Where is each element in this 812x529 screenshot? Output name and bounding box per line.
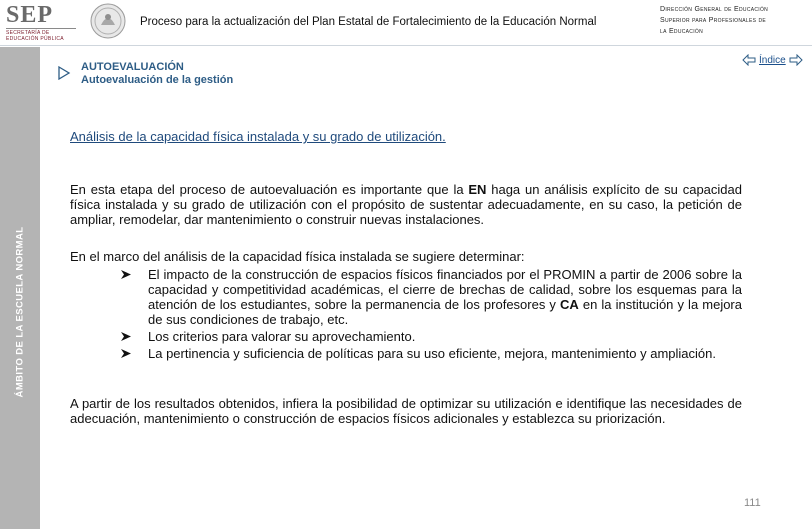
bullet-2-text: Los criterios para valorar su aprovechamiento. (148, 329, 416, 344)
index-nav (742, 52, 803, 68)
bullet-1-text-a: El impacto de la construcción de espacios físicos financiados por el PROMIN a partir de 2006 sobre la capacidad y competitividad académicas, el cierre de brechas de calidad, sobre los esquemas para la atención de los estudiantes, sobre la permanencia de los profesores y (148, 267, 742, 312)
intro-paragraph (70, 182, 742, 227)
bullet-3-text: La pertinencia y suficiencia de políticas para su uso eficiente, mejora, mantenimiento y ampliación. (148, 346, 716, 361)
conclusion-paragraph: A partir de los resultados obtenidos, infiera la posibilidad de optimizar su utilización e identifique las necesidades de adecuación, mantenimiento o construcción de espacios físicos adicionales y establezca su priorización. (70, 396, 742, 426)
list-item (120, 329, 742, 344)
bullet-1-text-bold: CA (560, 297, 579, 312)
coat-of-arms-seal (89, 1, 127, 41)
header-title: Proceso para la actualización del Plan Estatal de Fortalecimiento de la Educación Normal (140, 16, 597, 28)
bullet-arrow-icon (120, 269, 132, 280)
section-title (81, 61, 233, 87)
sep-logo-subtitle-1: SECRETARÍA DE (6, 30, 50, 36)
bullet-arrow-icon (120, 331, 132, 342)
sep-logo-subtitle-2: EDUCACIÓN PÚBLICA (6, 36, 64, 42)
header-divider (0, 45, 812, 46)
list-item (120, 346, 742, 361)
section-title-line-1: AUTOEVALUACIÓN (81, 61, 184, 73)
index-link[interactable]: Índice (759, 54, 786, 66)
sep-logo (4, 2, 80, 42)
dgesu-line-3: la Educación (660, 28, 703, 35)
intro-text-bold: EN (468, 182, 487, 197)
next-arrow-icon[interactable] (789, 54, 803, 66)
bullet-1-text-b: en la institución y la mejora de sus condiciones de trabajo, etc. (148, 297, 742, 327)
sidebar (0, 47, 40, 529)
sep-logo-text: SEP (6, 2, 54, 28)
intro-text-b: haga un análisis explícito de su capacidad física instalada y su grado de utilización con el propósito de sustentar adecuadamente, en su caso, la petición de ampliar, remodelar, dar mantenimiento o construir nuevas instalaciones. (70, 182, 742, 227)
section-arrow-icon (57, 66, 71, 80)
analysis-heading: Análisis de la capacidad física instalada y su grado de utilización. (70, 129, 446, 144)
page-number: 111 (744, 497, 761, 509)
list-item (120, 267, 742, 327)
section-title-line-2: Autoevaluación de la gestión (81, 74, 234, 86)
header (0, 0, 812, 46)
dgesu-label (660, 4, 806, 37)
criteria-list (120, 267, 742, 363)
framework-paragraph: En el marco del análisis de la capacidad física instalada se sugiere determinar: (70, 249, 525, 264)
sidebar-label: ÁMBITO DE LA ESCUELA NORMAL (14, 226, 26, 398)
bullet-arrow-icon (120, 348, 132, 359)
sep-logo-divider (6, 28, 76, 29)
dgesu-line-1: Dirección General de Educación (660, 6, 769, 13)
prev-arrow-icon[interactable] (742, 54, 756, 66)
intro-text-a: En esta etapa del proceso de autoevaluación es importante que la (70, 182, 469, 197)
dgesu-line-2: Superior para Profesionales de (660, 17, 767, 24)
